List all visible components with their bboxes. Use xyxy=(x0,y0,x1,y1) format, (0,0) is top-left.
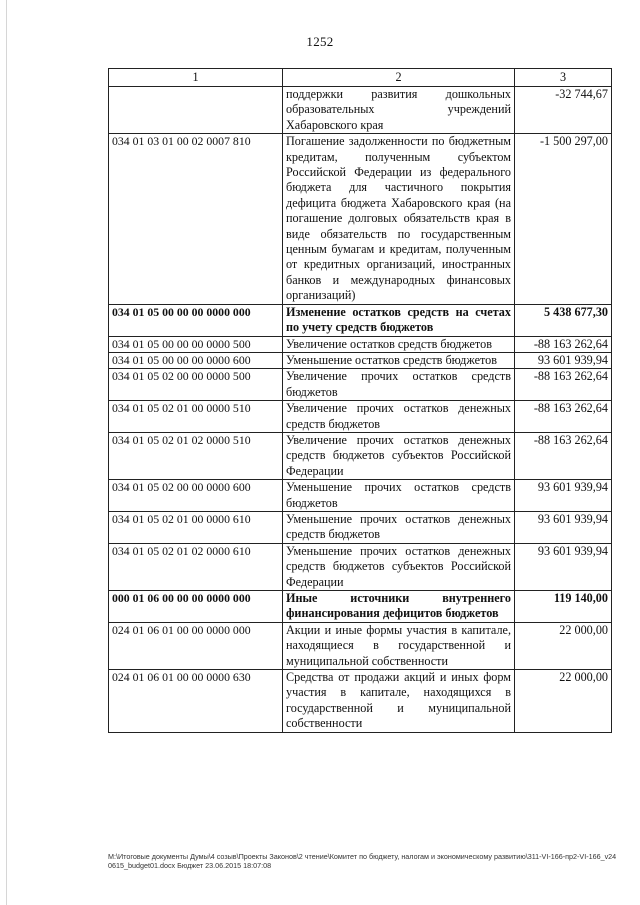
row-code: 034 01 05 02 01 00 0000 510 xyxy=(109,401,283,433)
row-amount: 93 601 939,94 xyxy=(515,480,612,512)
row-amount: 119 140,00 xyxy=(515,591,612,623)
row-code: 024 01 06 01 00 00 0000 000 xyxy=(109,622,283,669)
row-amount: -88 163 262,64 xyxy=(515,401,612,433)
row-code: 034 01 05 00 00 00 0000 000 xyxy=(109,304,283,336)
row-description: Уменьшение прочих остатков денежных средств бюджетов субъектов Российской Федерации xyxy=(283,543,515,590)
file-path-footer: M:\Итоговые документы Думы\4 созыв\Проекты Законов\2 чтение\Комитет по бюджету, налогам и экономическому развитию\311-VI-166-пр2-VI-166_v240615_budget01.docx Бюджет 23.06.2015 18:07:08 xyxy=(108,852,617,870)
column-header-code: 1 xyxy=(109,69,283,87)
row-amount: -32 744,67 xyxy=(515,87,612,134)
column-header-description: 2 xyxy=(283,69,515,87)
row-description: Иные источники внутреннего финансирования дефицитов бюджетов xyxy=(283,591,515,623)
table-row xyxy=(109,622,612,669)
row-description: Уменьшение остатков средств бюджетов xyxy=(283,352,515,368)
row-description: Уменьшение прочих остатков средств бюджетов xyxy=(283,480,515,512)
table-row xyxy=(109,543,612,590)
table-row-section xyxy=(109,591,612,623)
table-row xyxy=(109,87,612,134)
row-description: Уменьшение прочих остатков денежных средств бюджетов xyxy=(283,511,515,543)
budget-table xyxy=(108,68,612,733)
scan-edge xyxy=(6,0,7,905)
row-amount: -1 500 297,00 xyxy=(515,134,612,304)
row-code: 024 01 06 01 00 00 0000 630 xyxy=(109,670,283,733)
row-amount: -88 163 262,64 xyxy=(515,369,612,401)
row-code: 034 01 05 02 01 00 0000 610 xyxy=(109,511,283,543)
row-code: 034 01 05 02 01 02 0000 610 xyxy=(109,543,283,590)
row-description: Погашение задолженности по бюджетным кредитам, полученным субъектом Российской Федерации из федерального бюджета для частичного покрытия дефицита бюджета Хабаровского края (на погашение долговых обязательств края в виде обязательств по государственным ценным бумагам и кредитам, полученным от кредитных организаций, иностранных банков и международных финансовых организаций) xyxy=(283,134,515,304)
row-code: 034 01 05 00 00 00 0000 600 xyxy=(109,352,283,368)
table-row xyxy=(109,352,612,368)
table-row xyxy=(109,670,612,733)
table-header-row xyxy=(109,69,612,87)
row-code: 034 01 03 01 00 02 0007 810 xyxy=(109,134,283,304)
table-row xyxy=(109,369,612,401)
row-description: Акции и иные формы участия в капитале, находящиеся в государственной и муниципальной собственности xyxy=(283,622,515,669)
row-amount: 93 601 939,94 xyxy=(515,352,612,368)
table-row xyxy=(109,134,612,304)
row-code: 034 01 05 02 01 02 0000 510 xyxy=(109,432,283,479)
row-code: 000 01 06 00 00 00 0000 000 xyxy=(109,591,283,623)
row-amount: 93 601 939,94 xyxy=(515,543,612,590)
row-code: 034 01 05 02 00 00 0000 600 xyxy=(109,480,283,512)
table-row xyxy=(109,432,612,479)
table-row-section xyxy=(109,304,612,336)
page-number: 1252 xyxy=(306,34,334,49)
row-amount: 22 000,00 xyxy=(515,670,612,733)
row-code: 034 01 05 00 00 00 0000 500 xyxy=(109,336,283,352)
row-amount: 93 601 939,94 xyxy=(515,511,612,543)
row-amount: -88 163 262,64 xyxy=(515,336,612,352)
row-description: Увеличение прочих остатков денежных средств бюджетов xyxy=(283,401,515,433)
row-description: Увеличение остатков средств бюджетов xyxy=(283,336,515,352)
column-header-amount: 3 xyxy=(515,69,612,87)
row-description: Увеличение прочих остатков средств бюджетов xyxy=(283,369,515,401)
row-code: 034 01 05 02 00 00 0000 500 xyxy=(109,369,283,401)
row-amount: 22 000,00 xyxy=(515,622,612,669)
row-description: поддержки развития дошкольных образовательных учреждений Хабаровского края xyxy=(283,87,515,134)
row-description: Увеличение прочих остатков денежных средств бюджетов субъектов Российской Федерации xyxy=(283,432,515,479)
table-row xyxy=(109,480,612,512)
table-row xyxy=(109,336,612,352)
row-code xyxy=(109,87,283,134)
row-amount: 5 438 677,30 xyxy=(515,304,612,336)
table-row xyxy=(109,401,612,433)
table-row xyxy=(109,511,612,543)
row-description: Изменение остатков средств на счетах по учету средств бюджетов xyxy=(283,304,515,336)
row-description: Средства от продажи акций и иных форм участия в капитале, находящихся в государственной и муниципальной собственности xyxy=(283,670,515,733)
row-amount: -88 163 262,64 xyxy=(515,432,612,479)
